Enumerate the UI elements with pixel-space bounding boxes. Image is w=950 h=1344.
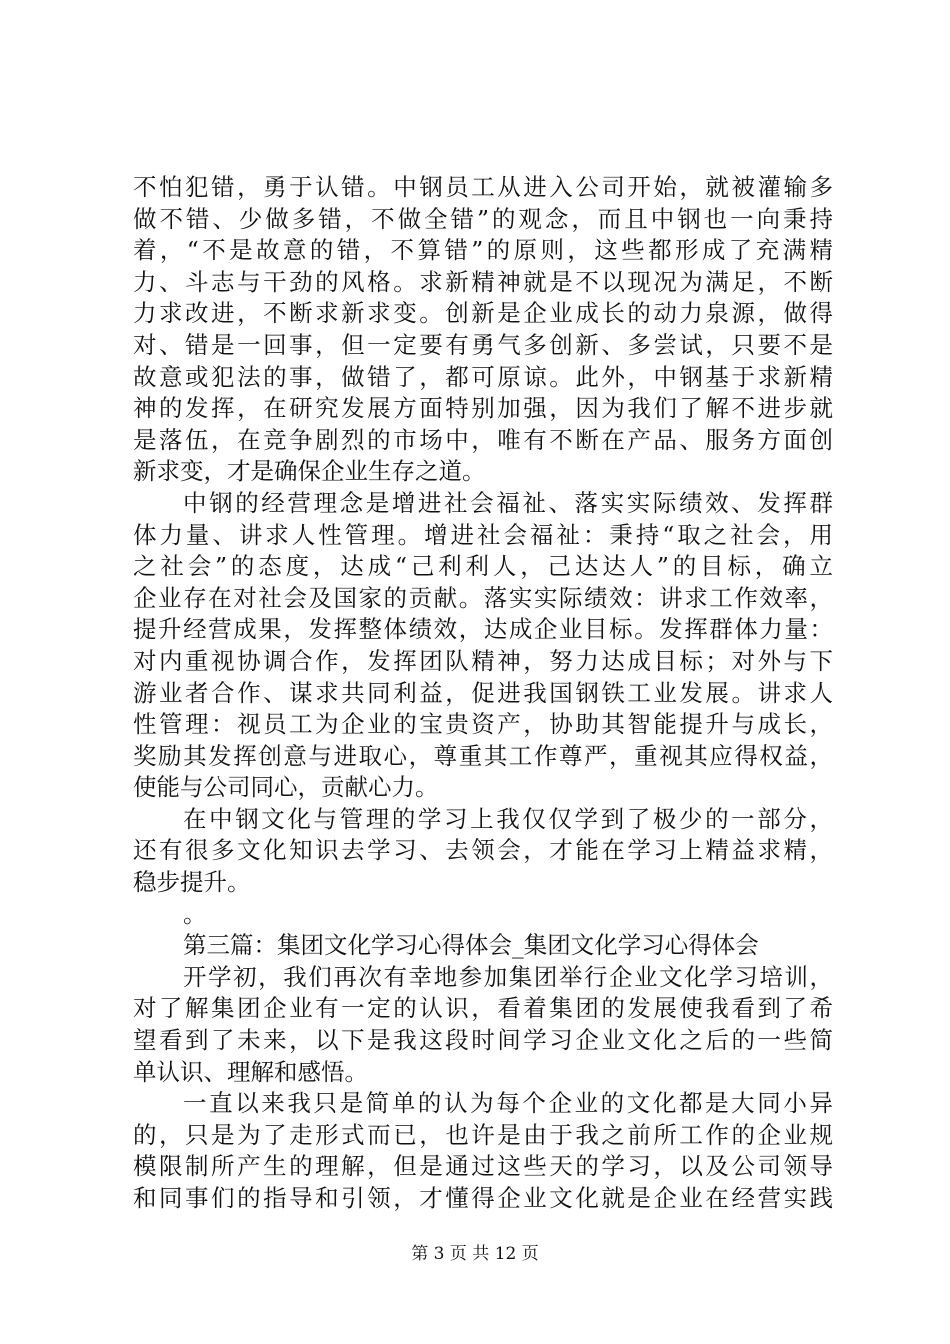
text-line: 性管理：视员工为企业的宝贵资产，协助其智能提升与成长， xyxy=(133,710,833,739)
text-line: 不怕犯错，勇于认错。中钢员工从进入公司开始，就被灌输多 xyxy=(133,173,833,201)
text-line: 神的发挥，在研究发展方面特别加强，因为我们了解不进步就 xyxy=(133,394,833,423)
text-line: 使能与公司同心，贡献心力。 xyxy=(133,773,439,802)
text-line: 新求变，才是确保企业生存之道。 xyxy=(133,457,486,486)
section-heading: 第三篇：集团文化学习心得体会_集团文化学习心得体会 xyxy=(183,931,759,960)
paragraph-first-line: 开学初，我们再次有幸地参加集团举行企业文化学习培训， xyxy=(183,962,833,991)
text-line: 着，“不是故意的错，不算错”的原则，这些都形成了充满精 xyxy=(133,236,833,265)
text-line: 是落伍，在竞争剧烈的市场中，唯有不断在产品、服务方面创 xyxy=(133,425,833,454)
text-line: 奖励其发挥创意与进取心，尊重其工作尊严，重视其应得权益， xyxy=(133,741,833,770)
page-footer xyxy=(0,1243,950,1265)
text-line: 故意或犯法的事，做错了，都可原谅。此外，中钢基于求新精 xyxy=(133,362,833,391)
paragraph-first-line: 中钢的经营理念是增进社会福祉、落实实际绩效、发挥群 xyxy=(183,488,833,517)
stray-period-line: 。 xyxy=(183,899,207,928)
text-line: 做不错、少做多错，不做全错”的观念，而且中钢也一向秉持 xyxy=(133,204,833,233)
text-line: 稳步提升。 xyxy=(133,868,251,897)
text-line: 的，只是为了走形式而已，也许是由于我之前所工作的企业规 xyxy=(133,1120,833,1149)
text-line: 单认识、理解和感悟。 xyxy=(133,1057,368,1086)
text-line: 模限制所产生的理解，但是通过这些天的学习，以及公司领导 xyxy=(133,1152,833,1181)
text-line: 提升经营成果，发挥整体绩效，达成企业目标。发挥群体力量： xyxy=(133,615,833,644)
text-line: 对、错是一回事，但一定要有勇气多创新、多尝试，只要不是 xyxy=(133,330,833,359)
text-line: 力、斗志与干劲的风格。求新精神就是不以现况为满足，不断 xyxy=(133,267,833,296)
paragraph-first-line: 在中钢文化与管理的学习上我仅仅学到了极少的一部分， xyxy=(183,804,833,833)
text-line: 还有很多文化知识去学习、去领会，才能在学习上精益求精， xyxy=(133,836,833,865)
text-line: 之社会”的态度，达成“己利利人，己达达人”的目标，确立 xyxy=(133,552,833,581)
document-body xyxy=(133,172,833,1215)
text-line: 对了解集团企业有一定的认识，看着集团的发展使我看到了希 xyxy=(133,994,833,1023)
page-indicator: 第 3 页 共 12 页 xyxy=(411,1244,539,1264)
text-line: 体力量、讲求人性管理。增进社会福祉：秉持“取之社会，用 xyxy=(133,520,833,549)
text-line: 对内重视协调合作，发挥团队精神，努力达成目标；对外与下 xyxy=(133,646,833,675)
text-line: 游业者合作、谋求共同利益，促进我国钢铁工业发展。讲求人 xyxy=(133,678,833,707)
text-line: 望看到了未来，以下是我这段时间学习企业文化之后的一些简 xyxy=(133,1026,833,1055)
paragraph-first-line: 一直以来我只是简单的认为每个企业的文化都是大同小异 xyxy=(183,1089,833,1118)
text-line: 和同事们的指导和引领，才懂得企业文化就是企业在经营实践 xyxy=(133,1184,833,1212)
text-line: 力求改进，不断求新求变。创新是企业成长的动力泉源，做得 xyxy=(133,299,833,328)
text-line: 企业存在对社会及国家的贡献。落实实际绩效：讲求工作效率， xyxy=(133,583,833,612)
